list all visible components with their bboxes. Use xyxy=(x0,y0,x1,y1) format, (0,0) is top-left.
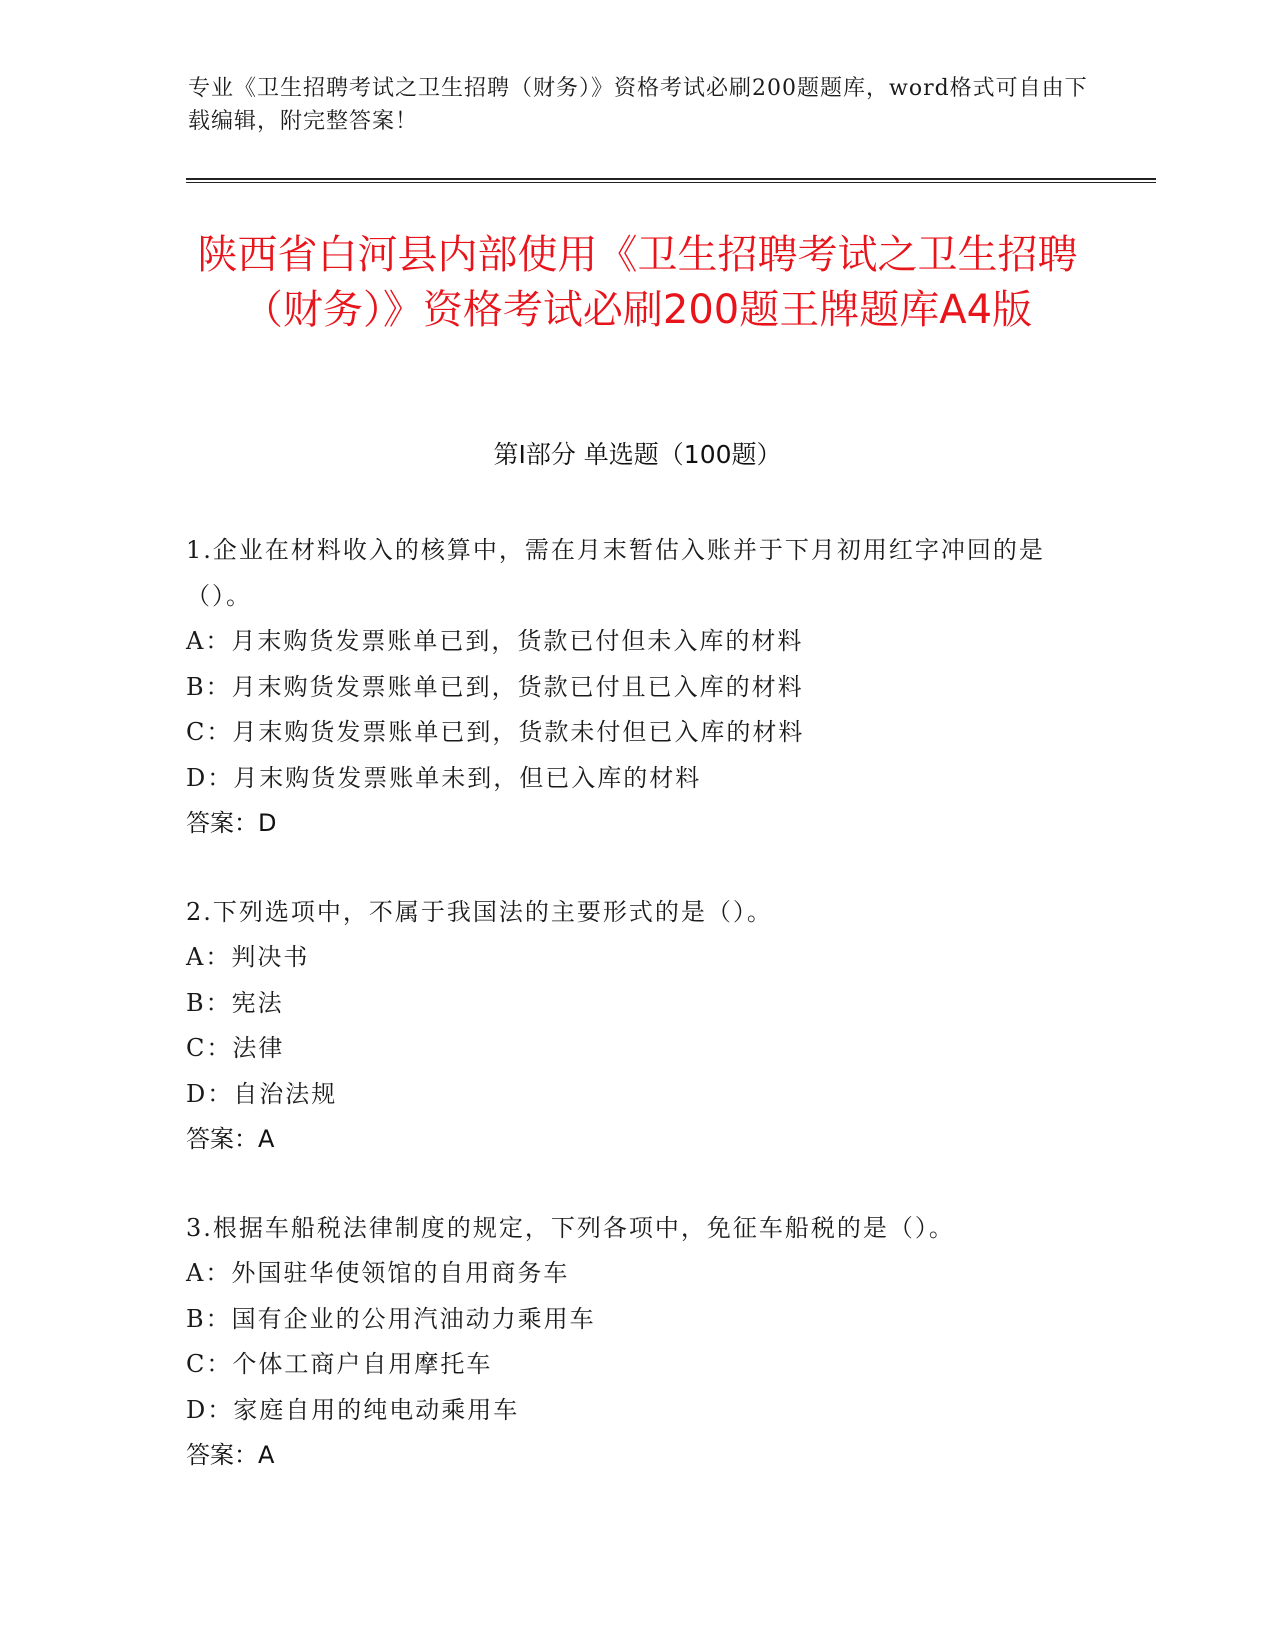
option-a: A：月末购货发票账单已到，货款已付但未入库的材料 xyxy=(186,627,804,655)
question-stem: 1.企业在材料收入的核算中，需在月末暂估入账并于下月初用红字冲回的是（）。 xyxy=(186,536,1045,610)
question-stem: 2.下列选项中，不属于我国法的主要形式的是（）。 xyxy=(186,897,773,926)
option-a: A：外国驻华使领馆的自用商务车 xyxy=(186,1259,570,1287)
answer-line: 答案：A xyxy=(186,1441,275,1469)
document-title: 陕西省白河县内部使用《卫生招聘考试之卫生招聘（财务）》资格考试必刷200题王牌题库A4版 xyxy=(197,232,1078,333)
option-c: C：月末购货发票账单已到，货款未付但已入库的材料 xyxy=(186,718,805,746)
question-item xyxy=(186,1206,1066,1479)
option-b: B：国有企业的公用汽油动力乘用车 xyxy=(186,1304,596,1333)
option-d: D：月末购货发票账单未到，但已入库的材料 xyxy=(186,763,702,792)
option-a: A：判决书 xyxy=(186,943,310,971)
option-c: C：法律 xyxy=(186,1034,285,1062)
option-c: C：个体工商户自用摩托车 xyxy=(186,1350,493,1378)
option-d: D：自治法规 xyxy=(186,1079,338,1108)
question-stem: 3.根据车船税法律制度的规定，下列各项中，免征车船税的是（）。 xyxy=(186,1213,955,1242)
answer-line: 答案：D xyxy=(186,809,277,837)
answer-line: 答案：A xyxy=(186,1125,275,1153)
option-b: B：月末购货发票账单已到，货款已付且已入库的材料 xyxy=(186,672,804,701)
question-list xyxy=(186,528,1066,1522)
question-item xyxy=(186,528,1066,847)
option-d: D：家庭自用的纯电动乘用车 xyxy=(186,1395,520,1424)
section-title: 第I部分 单选题（100题） xyxy=(493,440,782,469)
question-item xyxy=(186,890,1066,1163)
header-note: 专业《卫生招聘考试之卫生招聘（财务）》资格考试必刷200题题库，word格式可自由下载编辑，附完整答案！ xyxy=(188,76,1088,134)
option-b: B：宪法 xyxy=(186,988,284,1017)
header-divider xyxy=(186,178,1156,180)
header-divider-thin xyxy=(186,182,1156,183)
